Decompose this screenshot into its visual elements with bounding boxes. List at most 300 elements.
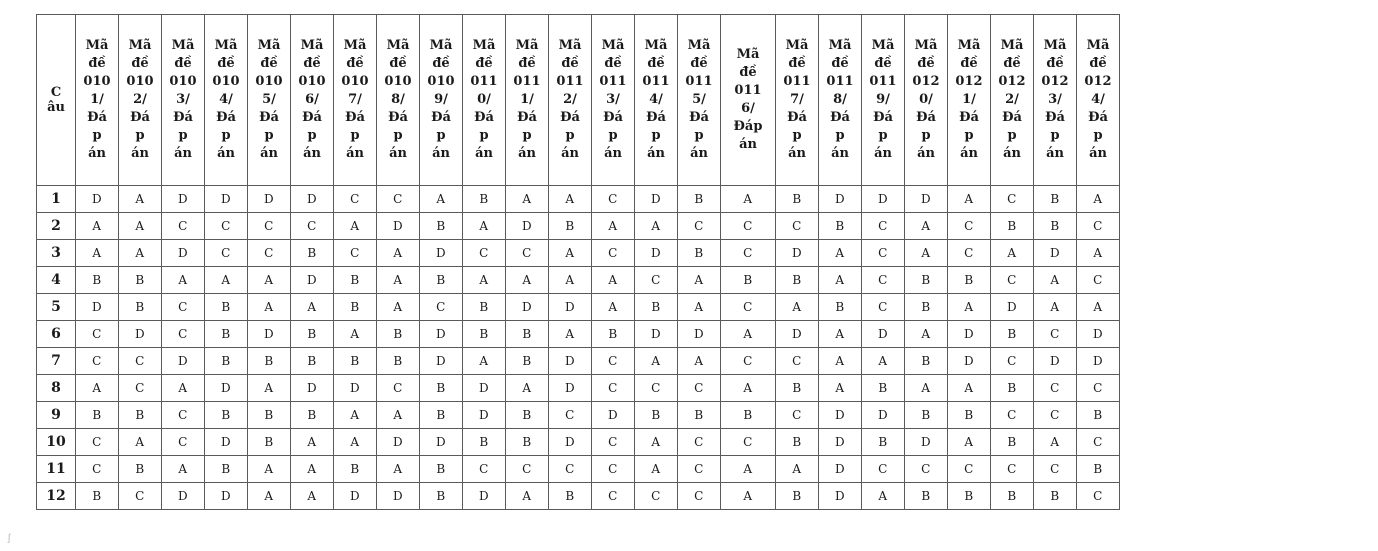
answer-cell: B bbox=[463, 429, 506, 456]
header-line: án bbox=[690, 146, 708, 161]
header-line: án bbox=[647, 146, 665, 161]
header-line: Đá bbox=[517, 110, 537, 125]
answer-cell: B bbox=[119, 402, 162, 429]
header-line: án bbox=[88, 146, 106, 161]
header-line: Mã bbox=[343, 38, 367, 53]
exam-code-header bbox=[205, 15, 248, 186]
header-line: Đáp bbox=[733, 119, 763, 134]
exam-code-header bbox=[506, 15, 549, 186]
answer-cell: A bbox=[291, 429, 334, 456]
answer-cell: C bbox=[119, 375, 162, 402]
answer-cell: A bbox=[1034, 267, 1077, 294]
answer-cell: C bbox=[721, 429, 776, 456]
header-line: đề bbox=[831, 56, 849, 71]
header-line: Mã bbox=[300, 38, 324, 53]
header-line: 010 bbox=[126, 74, 154, 89]
header-line: Đá bbox=[603, 110, 623, 125]
header-line: 2/ bbox=[133, 92, 147, 107]
answer-cell: A bbox=[678, 267, 721, 294]
answer-cell: C bbox=[592, 456, 635, 483]
answer-cell: B bbox=[334, 348, 377, 375]
answer-cell: A bbox=[549, 321, 592, 348]
header-line: p bbox=[921, 128, 931, 143]
answer-cell: A bbox=[905, 213, 948, 240]
answer-cell: A bbox=[948, 186, 991, 213]
table-row bbox=[37, 240, 1120, 267]
header-line: 8/ bbox=[391, 92, 405, 107]
header-line: p bbox=[307, 128, 317, 143]
answer-cell: C bbox=[205, 240, 248, 267]
header-line: án bbox=[960, 146, 978, 161]
answer-cell: D bbox=[549, 294, 592, 321]
answer-cell: B bbox=[678, 402, 721, 429]
header-line: p bbox=[393, 128, 403, 143]
answer-cell: A bbox=[635, 213, 678, 240]
header-line: 9/ bbox=[434, 92, 448, 107]
header-line: Mã bbox=[515, 38, 539, 53]
answer-cell: B bbox=[1034, 483, 1077, 510]
answer-cell: A bbox=[334, 321, 377, 348]
answer-cell: B bbox=[463, 294, 506, 321]
answer-cell: D bbox=[420, 429, 463, 456]
answer-cell: D bbox=[420, 321, 463, 348]
header-line: án bbox=[561, 146, 579, 161]
answer-cell: B bbox=[1034, 213, 1077, 240]
header-line: 012 bbox=[1084, 74, 1112, 89]
exam-code-header bbox=[721, 15, 776, 186]
answer-cell: D bbox=[1034, 348, 1077, 375]
header-line: 010 bbox=[384, 74, 412, 89]
answer-cell: C bbox=[506, 240, 549, 267]
answer-cell: A bbox=[377, 267, 420, 294]
answer-cell: C bbox=[592, 483, 635, 510]
answer-cell: B bbox=[678, 186, 721, 213]
header-line: Mã bbox=[871, 38, 895, 53]
header-line: đề bbox=[88, 56, 106, 71]
answer-cell: C bbox=[506, 456, 549, 483]
header-line: 4/ bbox=[219, 92, 233, 107]
header-line: án bbox=[917, 146, 935, 161]
answer-cell: B bbox=[991, 483, 1034, 510]
answer-cell: C bbox=[862, 267, 905, 294]
header-line: 011 bbox=[556, 74, 584, 89]
header-line: án bbox=[389, 146, 407, 161]
answer-cell: C bbox=[162, 429, 205, 456]
header-line: Mã bbox=[257, 38, 281, 53]
exam-code-header bbox=[948, 15, 991, 186]
answer-cell: C bbox=[678, 213, 721, 240]
answer-cell: B bbox=[76, 483, 119, 510]
exam-code-header bbox=[776, 15, 819, 186]
answer-cell: D bbox=[635, 321, 678, 348]
answer-cell: B bbox=[1077, 402, 1120, 429]
answer-cell: D bbox=[334, 375, 377, 402]
answer-cell: D bbox=[162, 483, 205, 510]
header-line: án bbox=[1089, 146, 1107, 161]
answer-cell: B bbox=[377, 321, 420, 348]
header-line: Đá bbox=[689, 110, 709, 125]
answer-cell: A bbox=[377, 294, 420, 321]
header-line: Mã bbox=[601, 38, 625, 53]
header-line: án bbox=[874, 146, 892, 161]
header-line: 012 bbox=[998, 74, 1026, 89]
answer-cell: D bbox=[162, 186, 205, 213]
answer-cell: C bbox=[721, 240, 776, 267]
answer-cell: D bbox=[592, 402, 635, 429]
answer-cell: B bbox=[776, 186, 819, 213]
header-line: p bbox=[1050, 128, 1060, 143]
answer-cell: B bbox=[291, 240, 334, 267]
answer-cell: A bbox=[463, 267, 506, 294]
answer-cell: B bbox=[506, 321, 549, 348]
header-line: án bbox=[346, 146, 364, 161]
answer-cell: D bbox=[819, 402, 862, 429]
answer-cell: A bbox=[506, 483, 549, 510]
answer-cell: A bbox=[119, 186, 162, 213]
answer-cell: D bbox=[377, 429, 420, 456]
answer-cell: A bbox=[721, 483, 776, 510]
answer-cell: D bbox=[162, 240, 205, 267]
header-line: 010 bbox=[427, 74, 455, 89]
header-line: Đá bbox=[388, 110, 408, 125]
header-line: Đá bbox=[474, 110, 494, 125]
answer-cell: A bbox=[1077, 294, 1120, 321]
answer-cell: A bbox=[991, 240, 1034, 267]
header-line: 5/ bbox=[262, 92, 276, 107]
header-line: 011 bbox=[513, 74, 541, 89]
exam-code-header bbox=[291, 15, 334, 186]
answer-cell: A bbox=[377, 456, 420, 483]
header-line: 010 bbox=[341, 74, 369, 89]
header-line: Đá bbox=[87, 110, 107, 125]
header-line: p bbox=[264, 128, 274, 143]
answer-cell: C bbox=[948, 213, 991, 240]
answer-cell: B bbox=[291, 402, 334, 429]
answer-cell: D bbox=[205, 375, 248, 402]
answer-cell: C bbox=[991, 186, 1034, 213]
answer-cell: C bbox=[162, 402, 205, 429]
exam-code-header bbox=[678, 15, 721, 186]
answer-cell: D bbox=[248, 321, 291, 348]
answer-cell: A bbox=[248, 456, 291, 483]
answer-cell: A bbox=[862, 348, 905, 375]
header-line: p bbox=[436, 128, 446, 143]
question-column-header bbox=[37, 15, 76, 186]
answer-cell: A bbox=[592, 213, 635, 240]
answer-cell: B bbox=[991, 213, 1034, 240]
answer-cell: C bbox=[1034, 321, 1077, 348]
answer-cell: A bbox=[334, 213, 377, 240]
header-line: Mã bbox=[472, 38, 496, 53]
answer-cell: C bbox=[678, 483, 721, 510]
answer-cell: C bbox=[721, 348, 776, 375]
answer-key-table bbox=[36, 14, 1120, 510]
table-row bbox=[37, 348, 1120, 375]
header-line: 011 bbox=[869, 74, 897, 89]
answer-cell: C bbox=[463, 456, 506, 483]
exam-code-header bbox=[862, 15, 905, 186]
header-line: p bbox=[565, 128, 575, 143]
answer-cell: C bbox=[463, 240, 506, 267]
answer-cell: A bbox=[76, 240, 119, 267]
header-line: 012 bbox=[955, 74, 983, 89]
answer-cell: A bbox=[948, 429, 991, 456]
answer-cell: A bbox=[819, 321, 862, 348]
answer-cell: C bbox=[991, 267, 1034, 294]
header-line: án bbox=[739, 137, 757, 152]
answer-cell: C bbox=[721, 213, 776, 240]
answer-cell: C bbox=[162, 321, 205, 348]
answer-cell: A bbox=[248, 375, 291, 402]
answer-cell: D bbox=[635, 186, 678, 213]
answer-cell: B bbox=[420, 456, 463, 483]
answer-cell: A bbox=[119, 213, 162, 240]
header-line: Đá bbox=[560, 110, 580, 125]
header-line: Đá bbox=[830, 110, 850, 125]
header-line: đề bbox=[260, 56, 278, 71]
answer-cell: A bbox=[862, 483, 905, 510]
answer-cell: B bbox=[119, 267, 162, 294]
header-line: án bbox=[475, 146, 493, 161]
answer-cell: A bbox=[678, 294, 721, 321]
header-line: Mã bbox=[171, 38, 195, 53]
table-row bbox=[37, 186, 1120, 213]
answer-cell: C bbox=[776, 402, 819, 429]
answer-cell: D bbox=[1077, 321, 1120, 348]
answer-cell: A bbox=[776, 294, 819, 321]
header-line: 0/ bbox=[477, 92, 491, 107]
answer-cell: B bbox=[248, 402, 291, 429]
exam-code-header bbox=[119, 15, 162, 186]
header-line: án bbox=[432, 146, 450, 161]
answer-cell: A bbox=[334, 402, 377, 429]
header-line: đề bbox=[690, 56, 708, 71]
header-line: 7/ bbox=[348, 92, 362, 107]
answer-cell: A bbox=[1077, 186, 1120, 213]
answer-cell: C bbox=[1077, 213, 1120, 240]
answer-cell: C bbox=[1077, 375, 1120, 402]
answer-cell: B bbox=[549, 213, 592, 240]
header-line: C bbox=[50, 85, 62, 100]
exam-code-header bbox=[991, 15, 1034, 186]
answer-cell: D bbox=[549, 375, 592, 402]
header-line: 011 bbox=[599, 74, 627, 89]
answer-cell: C bbox=[991, 456, 1034, 483]
header-line: Đá bbox=[646, 110, 666, 125]
answer-cell: B bbox=[119, 456, 162, 483]
header-line: đề bbox=[874, 56, 892, 71]
answer-cell: D bbox=[549, 348, 592, 375]
answer-cell: C bbox=[119, 348, 162, 375]
header-line: 4/ bbox=[1091, 92, 1105, 107]
answer-cell: C bbox=[635, 375, 678, 402]
header-line: Mã bbox=[687, 38, 711, 53]
answer-cell: D bbox=[1034, 240, 1077, 267]
answer-cell: B bbox=[506, 429, 549, 456]
answer-cell: A bbox=[291, 483, 334, 510]
answer-cell: B bbox=[819, 213, 862, 240]
answer-cell: A bbox=[506, 186, 549, 213]
answer-cell: A bbox=[162, 267, 205, 294]
header-line: 1/ bbox=[962, 92, 976, 107]
header-line: p bbox=[792, 128, 802, 143]
answer-cell: A bbox=[248, 267, 291, 294]
answer-cell: C bbox=[549, 402, 592, 429]
answer-cell: D bbox=[506, 213, 549, 240]
header-line: 010 bbox=[212, 74, 240, 89]
answer-cell: D bbox=[205, 429, 248, 456]
answer-cell: A bbox=[905, 240, 948, 267]
answer-cell: D bbox=[205, 186, 248, 213]
header-line: p bbox=[694, 128, 704, 143]
answer-cell: A bbox=[721, 321, 776, 348]
answer-cell: D bbox=[291, 267, 334, 294]
header-line: Đá bbox=[1045, 110, 1065, 125]
answer-cell: B bbox=[776, 483, 819, 510]
header-line: 0/ bbox=[919, 92, 933, 107]
header-line: đề bbox=[1046, 56, 1064, 71]
answer-cell: B bbox=[991, 429, 1034, 456]
answer-cell: C bbox=[1077, 267, 1120, 294]
answer-cell: C bbox=[1077, 429, 1120, 456]
answer-cell: A bbox=[420, 186, 463, 213]
header-line: p bbox=[479, 128, 489, 143]
answer-cell: A bbox=[291, 294, 334, 321]
answer-cell: C bbox=[948, 456, 991, 483]
answer-cell: D bbox=[948, 321, 991, 348]
header-line: án bbox=[518, 146, 536, 161]
header-line: 3/ bbox=[1048, 92, 1062, 107]
header-line: án bbox=[174, 146, 192, 161]
header-line: 010 bbox=[255, 74, 283, 89]
header-line: 2/ bbox=[1005, 92, 1019, 107]
answer-cell: D bbox=[334, 483, 377, 510]
answer-cell: A bbox=[1077, 240, 1120, 267]
answer-cell: C bbox=[592, 186, 635, 213]
answer-cell: B bbox=[635, 402, 678, 429]
question-number: 10 bbox=[37, 429, 76, 456]
header-line: án bbox=[1046, 146, 1064, 161]
header-line: 7/ bbox=[790, 92, 804, 107]
answer-cell: C bbox=[1034, 456, 1077, 483]
header-line: Mã bbox=[429, 38, 453, 53]
answer-cell: B bbox=[334, 267, 377, 294]
answer-cell: A bbox=[678, 348, 721, 375]
header-line: p bbox=[522, 128, 532, 143]
table-row bbox=[37, 375, 1120, 402]
answer-cell: C bbox=[678, 375, 721, 402]
answer-cell: C bbox=[592, 375, 635, 402]
header-line: p bbox=[135, 128, 145, 143]
answer-cell: B bbox=[991, 321, 1034, 348]
answer-cell: D bbox=[862, 186, 905, 213]
answer-cell: C bbox=[862, 456, 905, 483]
answer-cell: A bbox=[948, 294, 991, 321]
answer-cell: B bbox=[377, 348, 420, 375]
answer-cell: C bbox=[248, 240, 291, 267]
exam-code-header bbox=[905, 15, 948, 186]
header-line: 012 bbox=[1041, 74, 1069, 89]
answer-cell: C bbox=[248, 213, 291, 240]
header-line: đề bbox=[960, 56, 978, 71]
header-line: 1/ bbox=[90, 92, 104, 107]
answer-rows bbox=[37, 186, 1120, 510]
answer-cell: B bbox=[678, 240, 721, 267]
answer-cell: B bbox=[862, 375, 905, 402]
header-line: đề bbox=[389, 56, 407, 71]
header-line: 011 bbox=[642, 74, 670, 89]
answer-cell: B bbox=[905, 267, 948, 294]
answer-cell: C bbox=[592, 429, 635, 456]
header-line: Mã bbox=[644, 38, 668, 53]
header-line: Mã bbox=[1043, 38, 1067, 53]
answer-cell: B bbox=[948, 267, 991, 294]
header-line: 012 bbox=[912, 74, 940, 89]
answer-cell: D bbox=[76, 294, 119, 321]
answer-cell: A bbox=[377, 402, 420, 429]
table-row bbox=[37, 402, 1120, 429]
header-line: p bbox=[651, 128, 661, 143]
answer-cell: C bbox=[678, 429, 721, 456]
answer-cell: B bbox=[948, 483, 991, 510]
answer-cell: D bbox=[819, 456, 862, 483]
exam-code-header bbox=[1077, 15, 1120, 186]
answer-cell: A bbox=[463, 348, 506, 375]
answer-cell: A bbox=[905, 375, 948, 402]
header-line: Mã bbox=[1086, 38, 1110, 53]
header-line: 010 bbox=[298, 74, 326, 89]
answer-cell: A bbox=[119, 240, 162, 267]
answer-cell: A bbox=[549, 186, 592, 213]
answer-cell: C bbox=[592, 348, 635, 375]
table-row bbox=[37, 294, 1120, 321]
answer-cell: C bbox=[76, 321, 119, 348]
margin-mark: ʃ bbox=[8, 533, 11, 544]
header-line: đề bbox=[518, 56, 536, 71]
answer-cell: C bbox=[862, 240, 905, 267]
header-line: án bbox=[788, 146, 806, 161]
answer-cell: D bbox=[420, 240, 463, 267]
answer-cell: B bbox=[76, 402, 119, 429]
question-number: 7 bbox=[37, 348, 76, 375]
header-line: p bbox=[178, 128, 188, 143]
header-line: Đá bbox=[916, 110, 936, 125]
answer-cell: B bbox=[334, 456, 377, 483]
header-line: đề bbox=[174, 56, 192, 71]
answer-cell: B bbox=[991, 375, 1034, 402]
answer-cell: A bbox=[635, 348, 678, 375]
header-line: 3/ bbox=[606, 92, 620, 107]
answer-cell: D bbox=[291, 375, 334, 402]
answer-cell: B bbox=[76, 267, 119, 294]
answer-cell: A bbox=[76, 213, 119, 240]
answer-cell: D bbox=[291, 186, 334, 213]
question-number: 4 bbox=[37, 267, 76, 294]
header-line: Mã bbox=[85, 38, 109, 53]
answer-cell: D bbox=[506, 294, 549, 321]
answer-cell: D bbox=[463, 375, 506, 402]
header-line: Mã bbox=[785, 38, 809, 53]
answer-cell: D bbox=[162, 348, 205, 375]
table-row bbox=[37, 483, 1120, 510]
answer-cell: C bbox=[948, 240, 991, 267]
header-line: Đá bbox=[259, 110, 279, 125]
exam-code-header bbox=[162, 15, 205, 186]
answer-cell: D bbox=[819, 483, 862, 510]
answer-cell: C bbox=[905, 456, 948, 483]
answer-cell: D bbox=[205, 483, 248, 510]
answer-cell: C bbox=[862, 294, 905, 321]
